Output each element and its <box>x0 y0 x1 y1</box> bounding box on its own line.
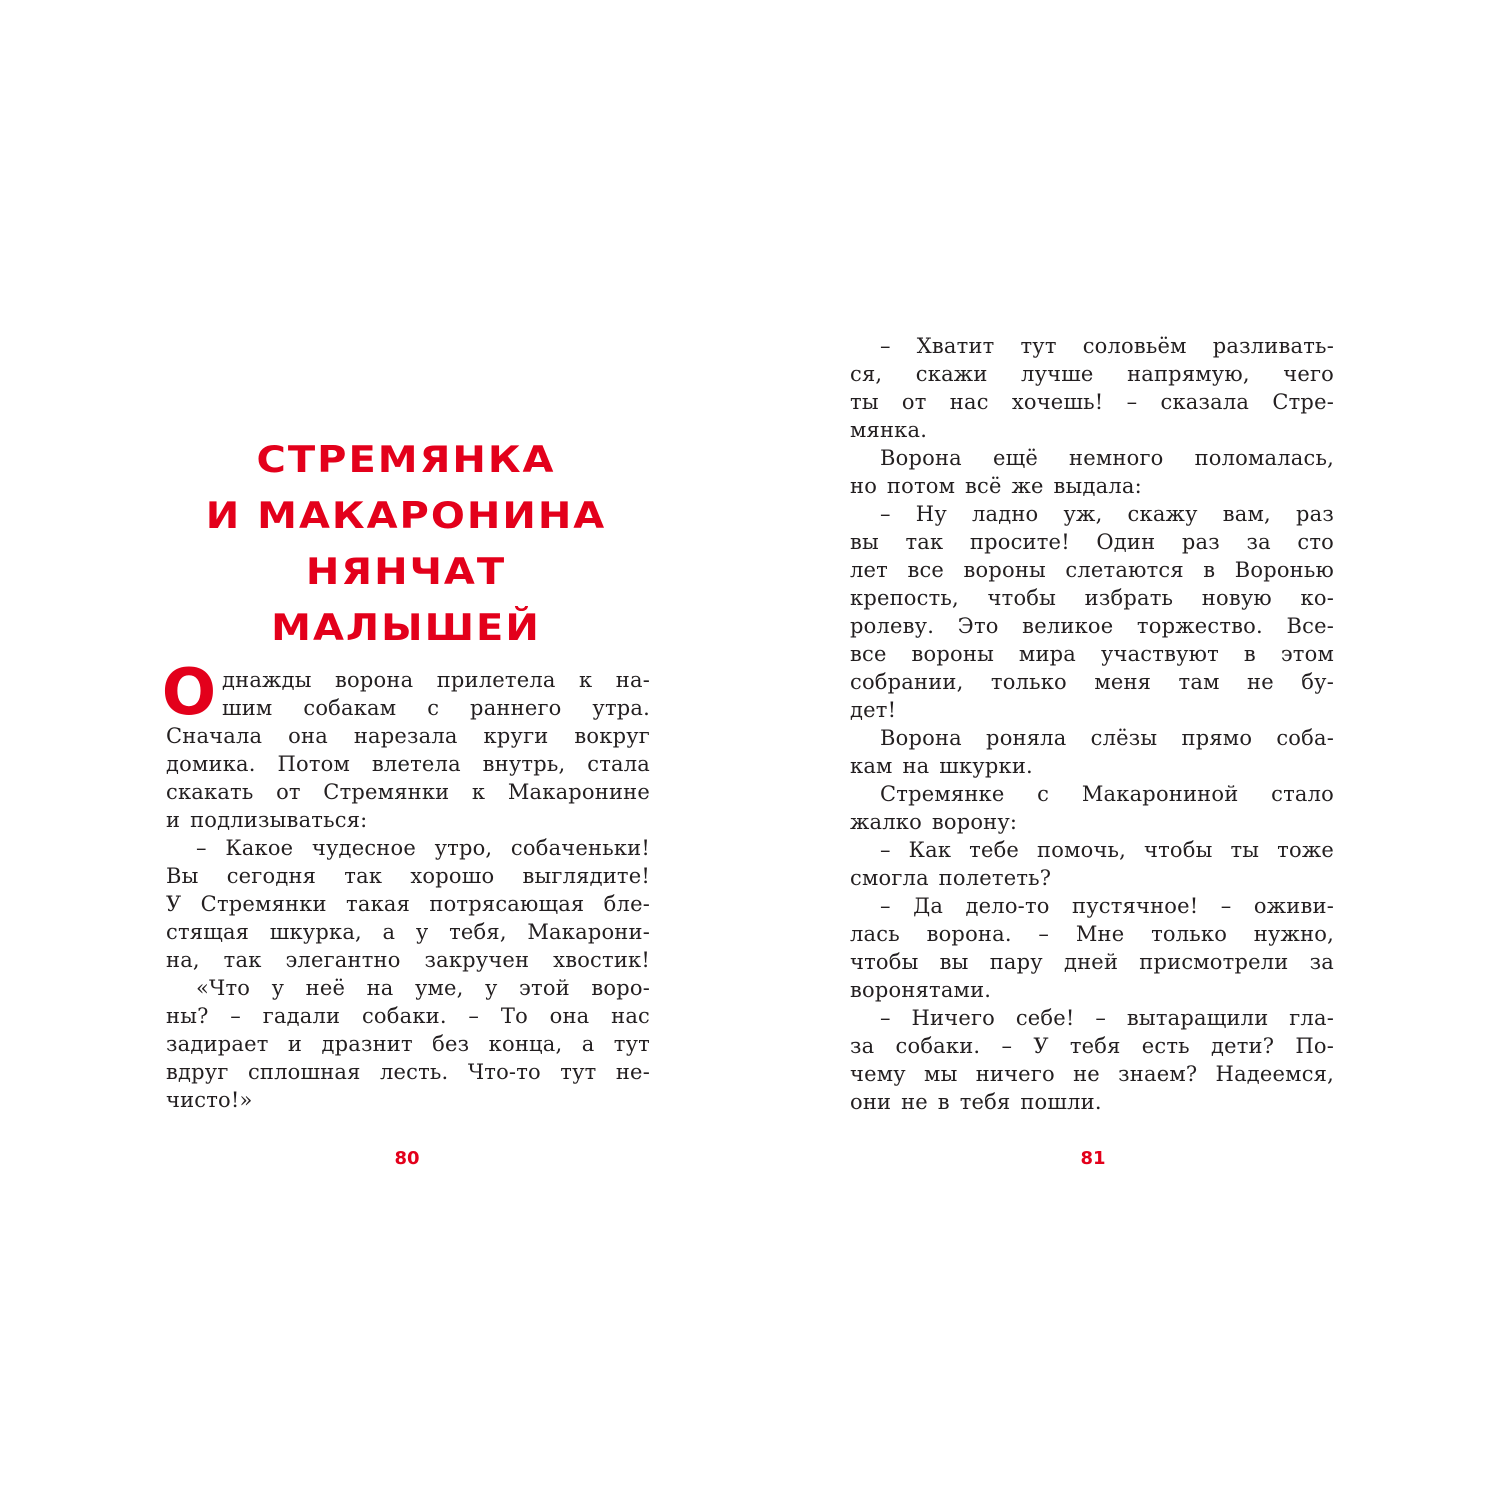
text-line: лась ворона. – Мне только нужно, <box>850 922 1334 946</box>
page-number-left: 80 <box>394 1148 420 1169</box>
text-line: домика. Потом влетела внутрь, стала <box>166 752 650 776</box>
text-line: вы так просите! Один раз за сто <box>850 530 1334 554</box>
text-line: кам на шкурки. <box>850 754 1033 778</box>
text-line: ся, скажи лучше напрямую, чего <box>850 362 1334 386</box>
text-line: воронятами. <box>850 978 992 1002</box>
text-line: лет все вороны слетаются в Воронью <box>850 558 1334 582</box>
text-line: чтобы вы пару дней присмотрели за <box>850 950 1334 974</box>
text-line: собрании, только меня там не бу- <box>850 670 1334 694</box>
text-line: задирает и дразнит без конца, а тут <box>166 1032 650 1056</box>
text-line: – Да дело-то пустячное! – оживи- <box>880 894 1334 918</box>
drop-cap: О <box>161 656 217 730</box>
text-line: и подлизываться: <box>166 808 368 832</box>
text-line: они не в тебя пошли. <box>850 1090 1102 1114</box>
chapter-title-line: НЯНЧАТ <box>305 550 507 594</box>
text-line: смогла полететь? <box>850 866 1052 890</box>
text-line: все вороны мира участвуют в этом <box>850 642 1334 666</box>
text-line: вдруг сплошная лесть. Что-то тут не- <box>166 1060 650 1084</box>
text-line: дет! <box>850 698 897 722</box>
text-line: стящая шкурка, а у тебя, Макарони- <box>166 920 650 944</box>
text-line: на, так элегантно закручен хвостик! <box>166 948 650 972</box>
text-line: днажды ворона прилетела к на- <box>222 668 650 692</box>
text-line: – Ну ладно уж, скажу вам, раз <box>880 502 1334 526</box>
text-line: чему мы ничего не знаем? Надеемся, <box>850 1062 1334 1086</box>
page-number-right: 81 <box>1080 1148 1106 1169</box>
text-line: Ворона ещё немного поломалась, <box>880 446 1334 470</box>
text-line: Стремянке с Макарониной стало <box>880 782 1334 806</box>
chapter-title <box>166 432 646 656</box>
chapter-title-line: СТРЕМЯНКА <box>256 438 556 482</box>
text-line: – Как тебе помочь, чтобы ты тоже <box>880 838 1334 862</box>
chapter-title-line: МАЛЫШЕЙ <box>271 606 541 650</box>
chapter-title-line: И МАКАРОНИНА <box>205 494 607 538</box>
text-line: ны? – гадали собаки. – То она нас <box>166 1004 650 1028</box>
text-line: мянка. <box>850 418 928 442</box>
text-line: шим собакам с раннего утра. <box>222 696 650 720</box>
text-line: У Стремянки такая потрясающая бле- <box>166 892 650 916</box>
text-line: Сначала она нарезала круги вокруг <box>166 724 650 748</box>
text-line: чисто!» <box>166 1088 253 1112</box>
right-page-text <box>850 332 1334 1116</box>
text-line: ролеву. Это великое торжество. Все- <box>850 614 1334 638</box>
text-line: Вы сегодня так хорошо выглядите! <box>166 864 650 888</box>
text-line: – Хватит тут соловьём разливать- <box>880 334 1334 358</box>
text-line: – Ничего себе! – вытаращили гла- <box>880 1006 1334 1030</box>
text-line: скакать от Стремянки к Макаронине <box>166 780 650 804</box>
text-line: «Что у неё на уме, у этой воро- <box>196 976 650 1000</box>
text-line: но потом всё же выдала: <box>850 474 1142 498</box>
text-line: за собаки. – У тебя есть дети? По- <box>850 1034 1334 1058</box>
text-line: Ворона роняла слёзы прямо соба- <box>880 726 1334 750</box>
text-line: крепость, чтобы избрать новую ко- <box>850 586 1334 610</box>
text-line: – Какое чудесное утро, собаченьки! <box>196 836 650 860</box>
text-line: ты от нас хочешь! – сказала Стре- <box>850 390 1334 414</box>
left-page-text <box>161 656 650 1114</box>
text-line: жалко ворону: <box>850 810 1018 834</box>
